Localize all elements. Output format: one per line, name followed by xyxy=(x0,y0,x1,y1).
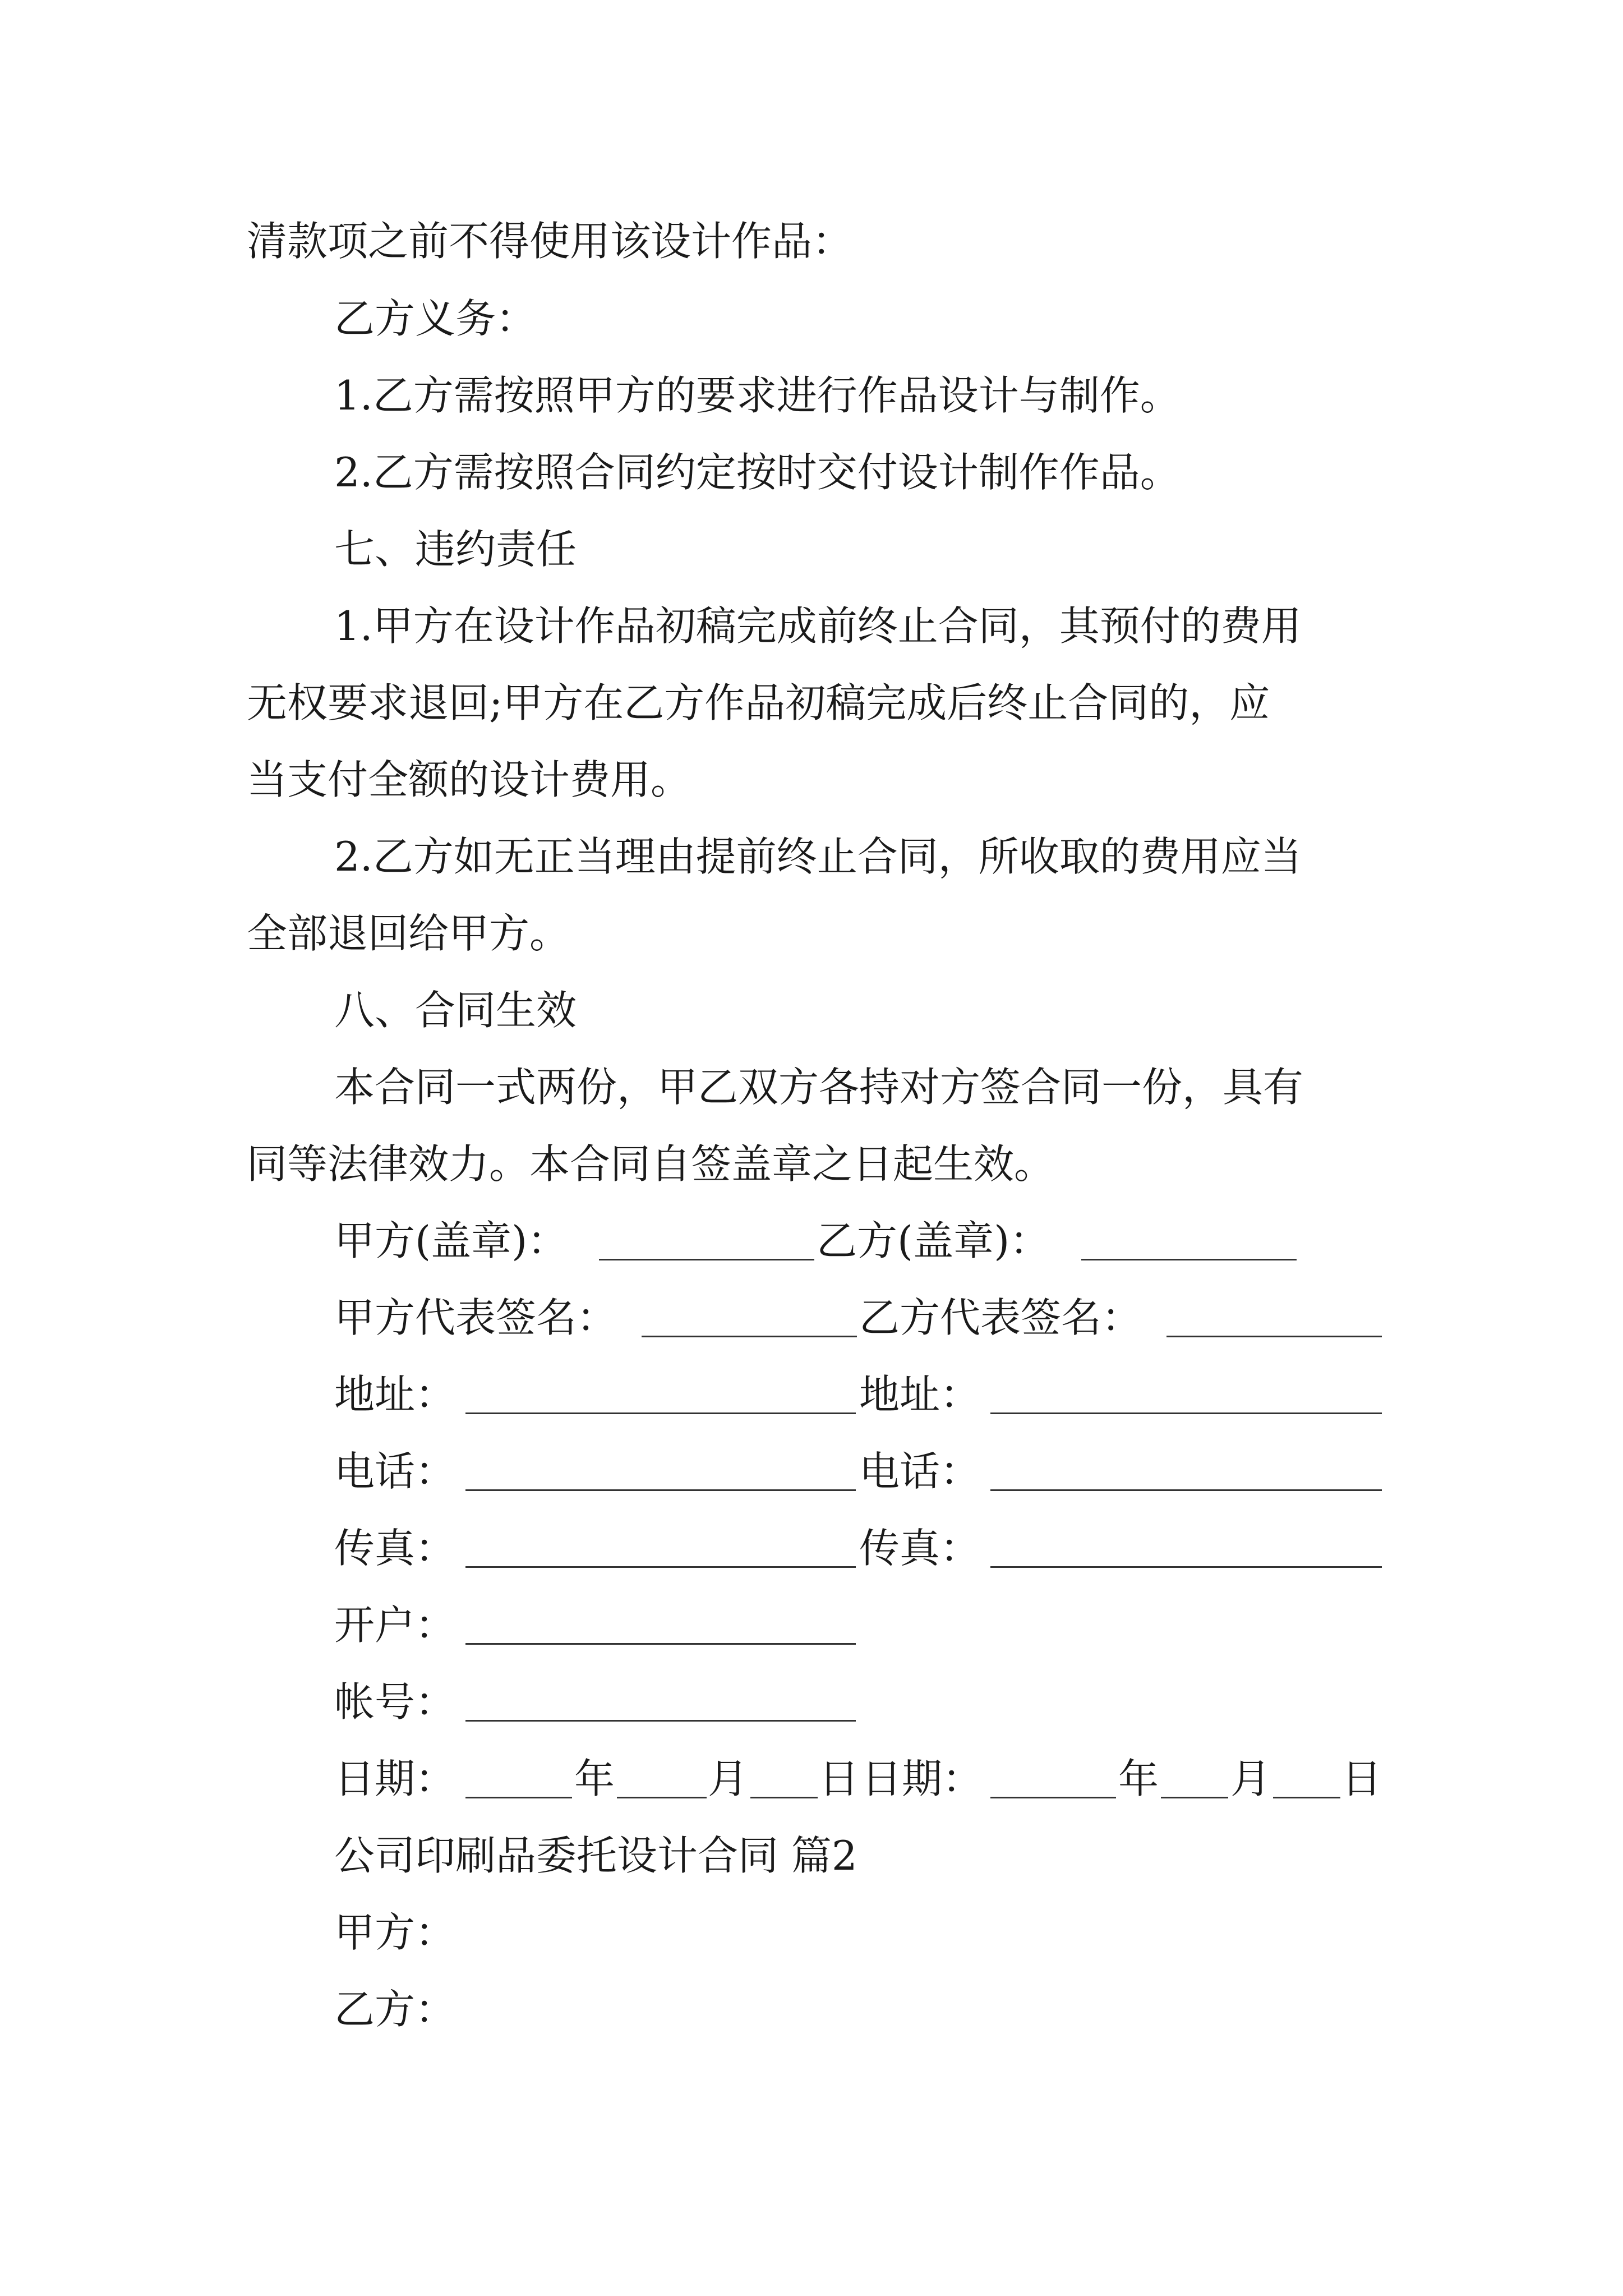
clause-text: 当支付全额的设计费用。 xyxy=(247,756,691,803)
clause-text: 1.乙方需按照甲方的要求进行作品设计与制作。 xyxy=(334,372,1181,419)
clause-text: 同等法律效力。本合同自签盖章之日起生效。 xyxy=(247,1140,1055,1188)
text-line-12 xyxy=(0,1059,1623,1115)
text-line-3 xyxy=(0,367,1623,424)
text-line-section2-party-a xyxy=(0,1904,1623,1961)
party-b-month-field[interactable] xyxy=(1161,1797,1228,1798)
party-b-address-field[interactable] xyxy=(990,1412,1382,1414)
party-b-fax-label: 传真： xyxy=(859,1525,981,1572)
contract-2-party-a-label: 甲方： xyxy=(334,1909,456,1956)
text-line-11 xyxy=(0,982,1623,1038)
text-line-6 xyxy=(0,598,1623,654)
party-b-month-label: 月 xyxy=(1230,1755,1271,1802)
party-a-date-label: 日期： xyxy=(334,1755,456,1802)
phone-row xyxy=(0,1443,1623,1499)
text-line-5 xyxy=(0,521,1623,577)
party-b-rep-label: 乙方代表签名： xyxy=(859,1294,1142,1341)
party-a-day-label: 日 xyxy=(819,1755,860,1802)
bank-label: 开户： xyxy=(334,1602,456,1649)
party-b-day-field[interactable] xyxy=(1273,1797,1340,1798)
contract-2-title: 公司印刷品委托设计合同 篇2 xyxy=(334,1832,857,1879)
account-field[interactable] xyxy=(465,1720,856,1722)
seal-row xyxy=(0,1213,1623,1269)
text-line-4 xyxy=(0,444,1623,500)
party-b-phone-field[interactable] xyxy=(990,1489,1382,1491)
party-b-year-field[interactable] xyxy=(990,1797,1116,1798)
text-line-13 xyxy=(0,1136,1623,1192)
party-b-phone-label: 电话： xyxy=(859,1448,981,1495)
text-line-10 xyxy=(0,905,1623,961)
text-line-9 xyxy=(0,829,1623,885)
text-line-section2-party-b xyxy=(0,1981,1623,2037)
party-a-seal-field[interactable] xyxy=(599,1259,814,1260)
party-a-rep-field[interactable] xyxy=(642,1336,857,1337)
paragraph-continuation: 清款项之前不得使用该设计作品： xyxy=(247,218,853,265)
party-a-fax-field[interactable] xyxy=(465,1566,856,1568)
party-a-seal-label: 甲方(盖章)： xyxy=(334,1217,568,1264)
party-a-address-field[interactable] xyxy=(465,1412,856,1414)
party-a-rep-label: 甲方代表签名： xyxy=(334,1294,617,1341)
party-a-month-label: 月 xyxy=(708,1755,749,1802)
party-b-fax-field[interactable] xyxy=(990,1566,1382,1568)
party-a-fax-label: 传真： xyxy=(334,1525,456,1572)
text-line-7 xyxy=(0,675,1623,731)
section-heading: 八、合同生效 xyxy=(334,987,577,1034)
party-a-address-label: 地址： xyxy=(334,1371,456,1418)
party-b-date-label: 日期： xyxy=(861,1755,983,1802)
party-a-day-field[interactable] xyxy=(750,1797,818,1798)
clause-text: 全部退回给甲方。 xyxy=(247,910,570,957)
party-a-year-label: 年 xyxy=(574,1755,615,1802)
party-a-phone-label: 电话： xyxy=(334,1448,456,1495)
party-b-address-label: 地址： xyxy=(859,1371,981,1418)
party-b-seal-label: 乙方(盖章)： xyxy=(817,1217,1050,1264)
party-b-seal-field[interactable] xyxy=(1081,1259,1297,1260)
representative-row xyxy=(0,1290,1623,1346)
party-b-year-label: 年 xyxy=(1118,1755,1159,1802)
party-b-rep-field[interactable] xyxy=(1166,1336,1382,1337)
date-row xyxy=(0,1751,1623,1807)
text-line-2 xyxy=(0,291,1623,347)
section-heading: 七、违约责任 xyxy=(334,526,577,573)
section-subheading: 乙方义务： xyxy=(334,295,537,342)
bank-row xyxy=(0,1597,1623,1653)
party-a-month-field[interactable] xyxy=(617,1797,707,1798)
address-row xyxy=(0,1366,1623,1423)
account-label: 帐号： xyxy=(334,1678,456,1726)
party-a-phone-field[interactable] xyxy=(465,1489,856,1491)
party-b-day-label: 日 xyxy=(1341,1755,1382,1802)
clause-text: 2.乙方如无正当理由提前终止合同，所收取的费用应当 xyxy=(334,833,1302,880)
clause-text: 1.甲方在设计作品初稿完成前终止合同，其预付的费用 xyxy=(334,602,1302,650)
clause-text: 本合同一式两份，甲乙双方各持对方签合同一份，具有 xyxy=(334,1064,1304,1111)
clause-text: 2.乙方需按照合同约定按时交付设计制作作品。 xyxy=(334,449,1181,496)
party-a-year-field[interactable] xyxy=(465,1797,572,1798)
contract-2-party-b-label: 乙方： xyxy=(334,1986,456,2033)
bank-field[interactable] xyxy=(465,1643,856,1645)
account-row xyxy=(0,1674,1623,1730)
text-line-8 xyxy=(0,752,1623,808)
fax-row xyxy=(0,1520,1623,1576)
text-line-section2-title xyxy=(0,1828,1623,1884)
clause-text: 无权要求退回;甲方在乙方作品初稿完成后终止合同的，应 xyxy=(247,679,1270,726)
text-line-1 xyxy=(0,213,1623,269)
